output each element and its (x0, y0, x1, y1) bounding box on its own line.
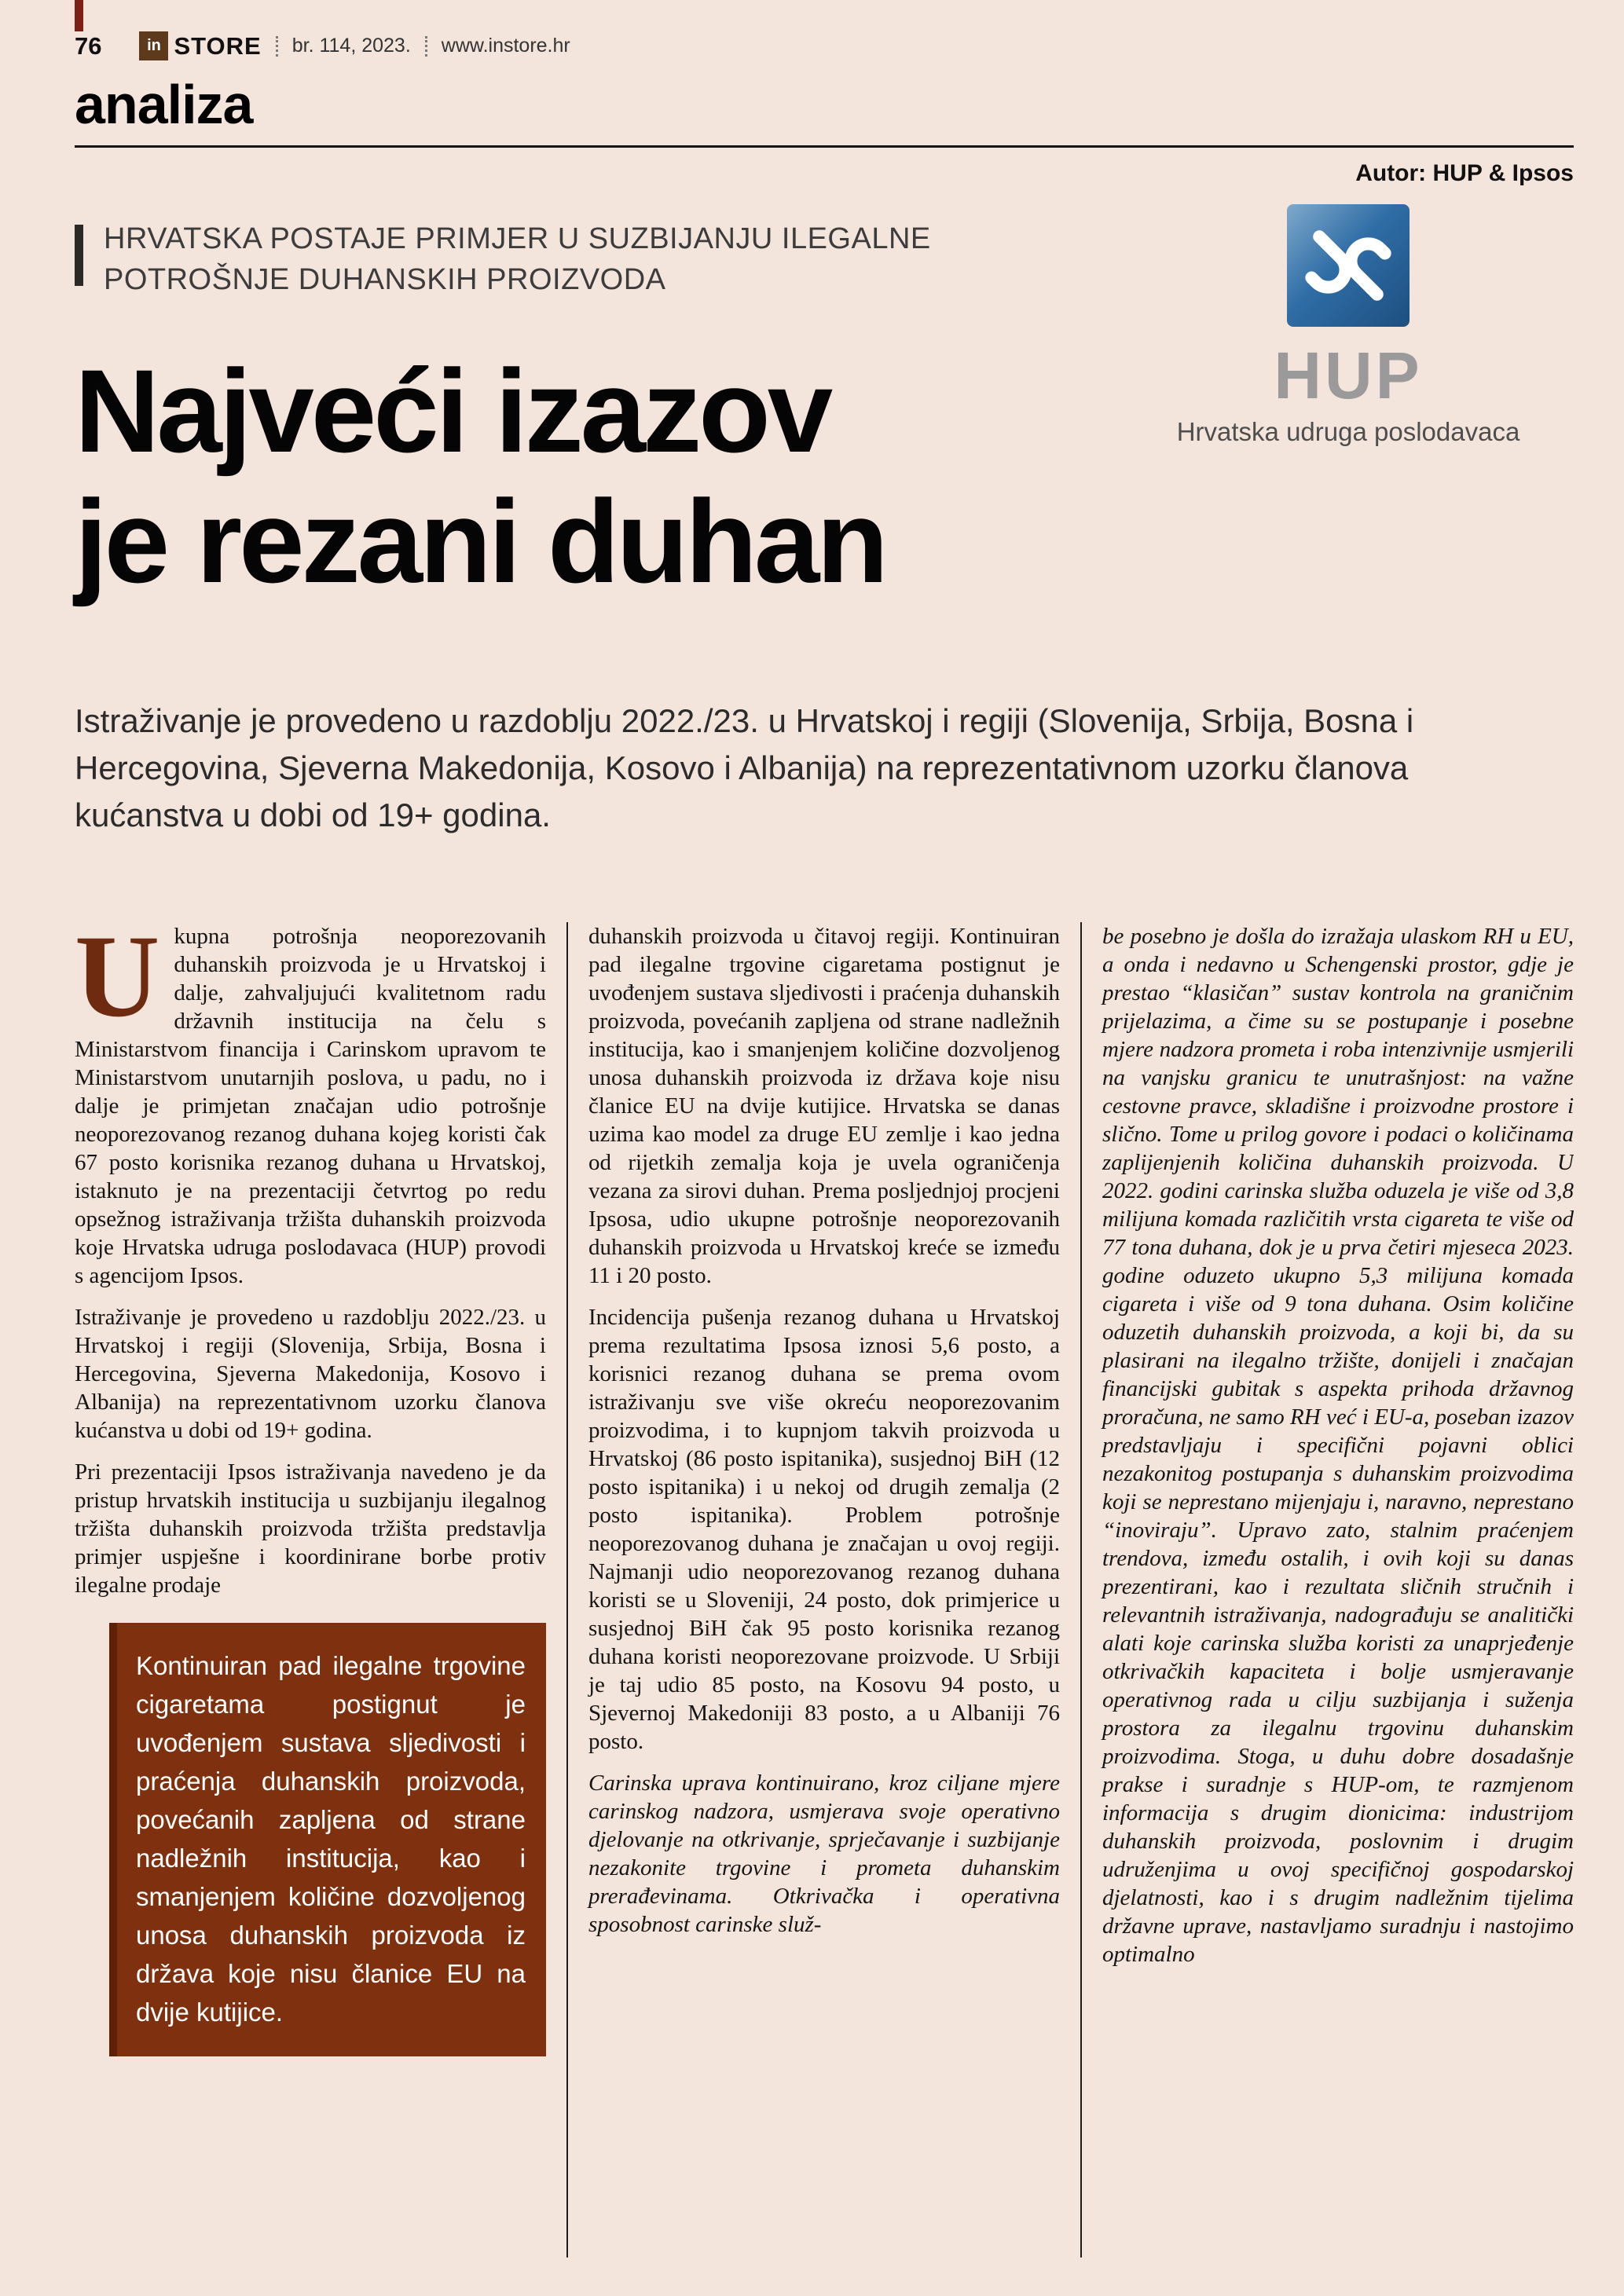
column-1 (75, 922, 546, 2258)
hup-tagline: Hrvatska udruga poslodavaca (1176, 417, 1520, 446)
column-divider (566, 922, 568, 2258)
article-lede: Istraživanje je provedeno u razdoblju 2022./23. u Hrvatskoj i regiji (Slovenija, Srbija, Bosna i Hercegovina, Sjeverna Makedonija, Kosovo i Albanija) na reprezentativnom uzorku članova kućanstva u dobi od 19+ godina. (75, 702, 1414, 833)
corner-accent-mark (75, 0, 83, 31)
page-number: 76 (75, 31, 102, 60)
website-url[interactable]: www.instore.hr (441, 35, 570, 57)
author-credit: Autor: HUP & Ipsos (1355, 160, 1574, 186)
paragraph: duhanskih proizvoda u čitavoj regiji. Kontinuiran pad ilegalne trgovine cigaretama postignut je uvođenjem sustava sljedivosti i praćenja duhanskih proizvoda, povećanih zapljena od strane nadležnih institucija, kao i smanjenjem količine dozvoljenog unosa duhanskih proizvoda iz država koje nisu članice EU na dvije kutijice. Hrvatska se danas uzima kao model za druge EU zemlje i kao jedna od rijetkih zemalja koja je uvela ograničenja vezana za sirovi duhan. Prema posljednjoj procjeni Ipsosa, udio ukupne potrošnje neoporezovanih duhanskih proizvoda u Hrvatskoj kreće se između 11 i 20 posto. (588, 924, 1060, 1288)
hup-logo-block (1161, 198, 1535, 447)
hup-logo-icon (1281, 198, 1416, 333)
instore-logo (139, 31, 261, 60)
column-divider (1080, 922, 1082, 2258)
paragraph: Pri prezentaciji Ipsos istraživanja navedeno je da pristup hrvatskih institucija u suzbijanju ilegalnog tržišta duhanskih proizvoda tržišta predstavlja primjer uspješne i koordinirane borbe protiv ilegalne prodaje (75, 1459, 546, 1598)
dotted-divider-icon (425, 36, 427, 57)
paragraph-italic: be posebno je došla do izražaja ulaskom RH u EU, a onda i nedavno u Schengenski prostor, gdje je prestao “klasičan” sustav kontrola na graničnim prijelazima, a čime su se postupanje i posebne mjere nadzora prometa i roba intenzivnije usmjerili na vanjsku granicu te unutrašnjost: na važne cestovne pravce, skladišne i proizvodne prostore i slično. Tome u prilog govore i podaci o količinama zaplijenjenih količina duhanskih proizvoda. U 2022. godini carinska služba oduzela je više od 3,8 milijuna komada različitih vrsta cigareta te više od 77 tona duhana, dok je u prva četiri mjeseca 2023. godine oduzeto ukupno 5,3 milijuna komada cigareta i više od 9 tona duhana. Osim količine oduzetih duhanskih proizvoda, a koji bi, da su plasirani na ilegalno tržište, donijeli i značajan financijski gubitak s aspekta prihoda državnog proračuna, ne samo RH već i EU-a, poseban izazov predstavljaju i specifični pojavni oblici nezakonitog postupanja s duhanskim proizvodima koji se neprestano mijenjaju i, naravno, neprestano “inoviraju”. Upravo zato, stalnim praćenjem trendova, između ostalih, i ovih koji su danas prezentirani, kao i rezultata sličnih stručnih i relevantnih istraživanja, nadograđuju se analitički alati koje carinska služba koristi za unaprjeđenje otkrivačkih kapaciteta i bolje usmjeravanje operativnog rada u cilju suzbijanja i suženja prostora za ilegalnu trgovinu duhanskim proizvodima. Stoga, u duhu dobre dosadašnje prakse i suradnje s HUP-om, te razmjenom informacija s drugim dionicima: industrijom duhanskih proizvoda, poslovnim i drugim udruženjima u ovoj specifičnoj gospodarskoj djelatnosti, kao i s drugim nadležnim tijelima državne uprave, nastavljamo suradnju i nastojimo optimalno (1102, 924, 1574, 1967)
dotted-divider-icon (276, 36, 278, 57)
dropcap-letter: U (75, 922, 160, 1042)
paragraph (75, 922, 546, 1290)
paragraph: Incidencija pušenja rezanog duhana u Hrvatskoj prema rezultatima Ipsosa iznosi 5,6 posto, a korisnici rezanog duhana se prema ovom istraživanju sve više okreću neoporezovanim proizvodima, i to kupnjom takvih proizvoda u Hrvatskoj (86 posto ispitanika), susjednoj BiH (12 posto ispitanika) i u nekoj od drugih zemalja (2 posto ispitanika). Problem potrošnje neoporezovanog duhana je značajan u ovoj regiji. Najmanji udio neoporezovanog rezanog duhana koristi se u Sloveniji, 24 posto, dok primjerice u susjednoj BiH čak 95 posto korisnika rezanog duhana koristi neoporezovane proizvode. U Srbiji je taj udio 85 posto, na Kosovu 94 posto, u Sjevernoj Makedoniji 83 posto, a u Albaniji 76 posto. (588, 1305, 1060, 1754)
pull-quote-box: Kontinuiran pad ilegalne trgovine cigaretama postignut je uvođenjem sustava sljedivosti i praćenja duhanskih proizvoda, povećanih zapljena od strane nadležnih institucija, kao i smanjenjem količine dozvoljenog unosa duhanskih proizvoda iz država koje nisu članice EU na dvije kutijice. (109, 1623, 546, 2056)
paragraph-italic: Carinska uprava kontinuirano, kroz ciljane mjere carinskog nadzora, usmjerava svoje operativno djelovanje na otkrivanje, sprječavanje i suzbijanje nezakonite trgovine i prometa duhanskim prerađevinama. Otkrivačka i operativna sposobnost carinske služ- (588, 1771, 1060, 1937)
headline-line-2: je rezani duhan (75, 475, 885, 607)
kicker-line-2: POTROŠNJE DUHANSKIH PROIZVODA (104, 263, 666, 296)
paragraph-text: kupna potrošnja neoporezovanih duhanskih proizvoda je u Hrvatskoj i dalje, zahvaljujući kvalitetnom radu državnih institucija na čelu s Ministarstvom financija i Carinskom upravom te Ministarstvom unutarnjih poslova, u padu, no i dalje je primjetan značajan udio potrošnje neoporezovanog rezanog duhana kojeg koristi čak 67 posto korisnika rezanog duhana u Hrvatskoj, istaknuto je na prezentaciji četvrtog po redu opsežnog istraživanja tržišta duhanskih proizvoda koje Hrvatska udruga poslodavaca (HUP) provodi s agencijom Ipsos. (75, 924, 546, 1288)
kicker-text (104, 218, 931, 300)
column-3 (1102, 922, 1574, 2258)
hup-acronym: HUP (1274, 339, 1423, 412)
instore-logo-in-box: in (139, 31, 168, 60)
paragraph: Istraživanje je provedeno u razdoblju 2022./23. u Hrvatskoj i regiji (Slovenija, Srbija, Bosna i Hercegovina, Sjeverna Makedonija, Kosovo i Albanija) na reprezentativnom uzorku članova kućanstva u dobi od 19+ godina. (75, 1305, 546, 1443)
headline-line-1: Najveći izazov (75, 345, 830, 477)
instore-logo-store-text: STORE (174, 31, 262, 60)
section-title: analiza (75, 74, 253, 135)
page-header (75, 31, 1574, 60)
kicker-accent-bar (75, 225, 83, 286)
horizontal-rule (75, 145, 1574, 148)
issue-number: br. 114, 2023. (291, 35, 411, 57)
kicker-line-1: HRVATSKA POSTAJE PRIMJER U SUZBIJANJU ILEGALNE (104, 222, 931, 255)
article-body (75, 922, 1574, 2258)
column-2 (588, 922, 1060, 2258)
